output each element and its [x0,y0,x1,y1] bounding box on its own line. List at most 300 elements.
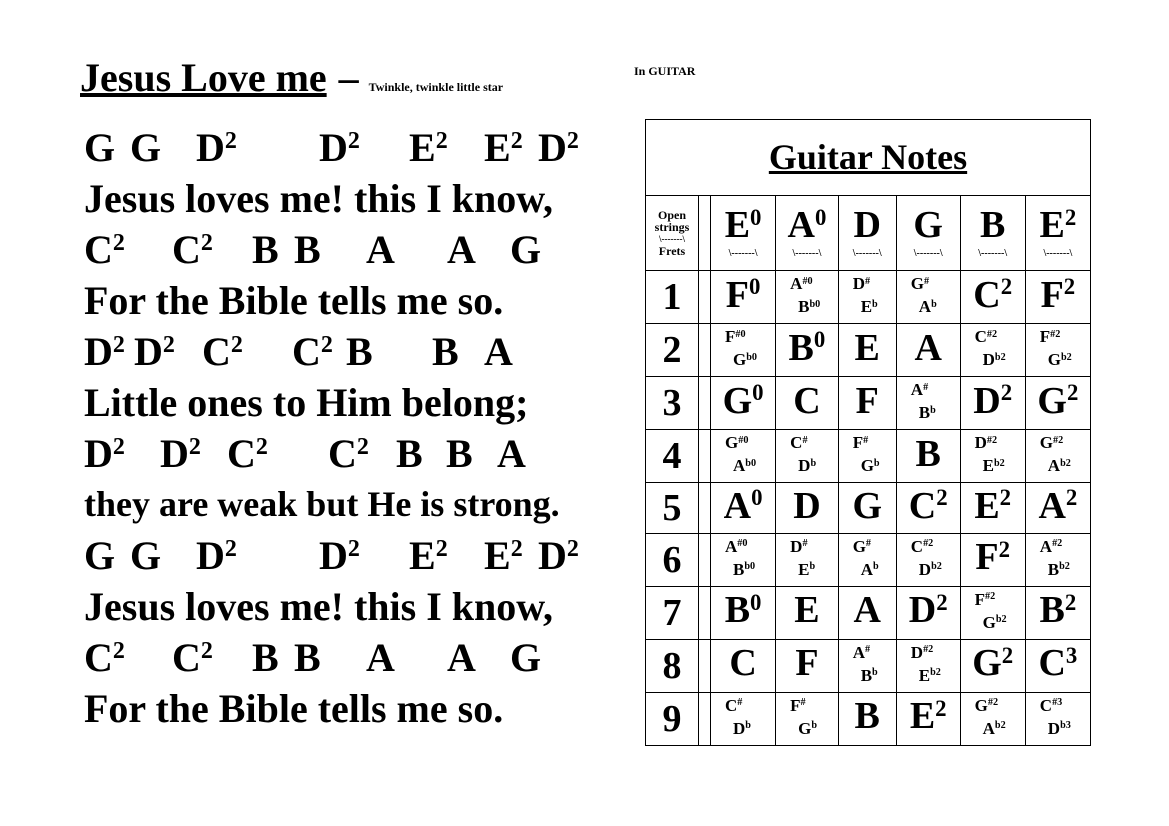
note-accidental: b [811,720,818,732]
chord [432,326,459,384]
note-cell [896,377,960,430]
note-letter: E [982,456,994,476]
note-letter: E [860,297,873,317]
note-letter: D [853,204,881,247]
note [914,327,941,369]
lyric-line: Little ones to Him belong; [84,380,529,425]
note [897,297,960,320]
chord [447,632,476,690]
note-accidental: b2 [994,720,1006,732]
note-cell [960,377,1025,430]
note-accidental: # [800,697,806,709]
note-accidental: b [745,720,751,732]
note-letter: F [795,642,819,685]
spacer-cell [699,586,711,639]
note-accidental: 0 [751,484,763,510]
enharmonic-pair [776,537,838,583]
note-accidental: 2 [1064,204,1077,230]
note-letter: E [794,589,820,632]
note [711,560,775,583]
note-letter: D [538,125,567,170]
note-accidental: 2 [1064,589,1077,615]
note-letter: G [733,350,747,370]
note-accidental: #2 [923,538,934,550]
note-cell [1025,692,1090,745]
note-cell [960,533,1025,586]
note-accidental: 2 [1065,484,1078,510]
note-letter: G [130,125,162,170]
note-accidental: 2 [566,535,579,562]
note-letter: A [914,326,942,369]
note-cell [711,377,776,430]
note-letter: A [910,380,924,400]
note-letter: E [909,695,936,738]
open-string-cell [776,195,839,271]
note-accidental: #0 [802,275,813,287]
note-letter: G [84,125,116,170]
fret-row [646,377,1091,430]
note-letter: E [724,204,751,247]
note-letter: A [790,274,803,294]
note-letter: B [733,559,745,579]
note-letter: B [346,329,373,374]
instrument-label: In GUITAR [634,64,696,78]
note-letter: G [982,612,996,632]
note-cell [960,271,1025,324]
note [897,643,960,666]
note-cell [1025,324,1090,377]
open-string-cell [1025,195,1090,271]
dashes: \-------\ [913,248,943,260]
note-accidental: 2 [999,484,1012,510]
note-letter: C [793,379,821,422]
note-accidental: #2 [986,434,998,446]
open-strings-row [646,195,1091,271]
chord [84,428,125,486]
note [897,403,960,426]
chord-line [84,122,624,173]
note-accidental: # [863,434,869,446]
note-accidental: 2 [200,229,213,256]
chord [292,326,333,384]
note-letter: B [432,329,459,374]
enharmonic-pair [1026,327,1090,373]
note-accidental: 2 [935,695,947,721]
note-letter: D [319,125,348,170]
note-accidental: b2 [1061,351,1072,363]
note [789,327,826,369]
enharmonic-pair [961,590,1025,636]
chord [172,632,213,690]
song-title: Jesus Love me [80,55,327,100]
note-cell [776,377,839,430]
note-letter: C [910,536,924,556]
note-letter: A [852,642,865,662]
spacer-cell [699,483,711,534]
note-letter: A [366,635,395,680]
note [1026,456,1090,479]
note [897,380,960,403]
enharmonic-pair [711,433,775,479]
chord [319,122,360,180]
note-letter: A [723,484,752,527]
note [961,327,1025,350]
note-letter: F [790,695,801,715]
note-cell [960,639,1025,692]
note-cell [1025,639,1090,692]
chord [396,428,423,486]
note-accidental: 2 [112,637,125,664]
note [1026,537,1090,560]
note-accidental: 2 [230,331,243,358]
note-accidental: #3 [1052,697,1063,709]
note [725,204,762,246]
note-letter: D [160,431,189,476]
chord [447,224,476,282]
lyric-line: For the Bible tells me so. [84,686,504,731]
note-letter: A [497,431,526,476]
note-accidental: #0 [737,538,748,550]
note-letter: B [252,227,279,272]
note [855,327,880,369]
note-cell [896,639,960,692]
lyric-line: they are weak but He is strong. [84,484,560,524]
note [711,719,775,742]
note-accidental: 2 [200,637,213,664]
note-accidental: # [802,434,808,446]
note-letter: D [84,329,113,374]
note-letter: A [447,635,476,680]
note-cell [1025,377,1090,430]
chord [497,428,526,486]
chord [346,326,373,384]
note-letter: A [733,456,746,476]
note-letter: F [725,327,736,347]
note-accidental: 2 [224,127,237,154]
chord [366,632,395,690]
note-accidental: 0 [752,380,764,406]
note [897,274,960,297]
chord [84,530,115,588]
enharmonic-pair [897,274,960,320]
note-accidental: # [802,538,808,550]
note-letter: B [294,635,321,680]
note-cell [838,692,896,745]
note-cell [896,483,960,534]
note-accidental: 2 [347,127,360,154]
note [711,433,775,456]
note-cell [1025,271,1090,324]
note-letter: G [1047,350,1062,370]
note [961,590,1025,613]
note-letter: B [798,297,810,317]
note-letter: C [227,431,256,476]
note-letter: C [1038,642,1066,685]
guitar-notes-table [645,119,1091,746]
note-accidental: 2 [1001,642,1014,668]
note-letter: G [860,456,874,476]
open-string-cell [838,195,896,271]
chord-line [84,530,624,581]
note-accidental: 2 [510,127,523,154]
note-letter: C [328,431,357,476]
note-cell [776,692,839,745]
note [776,433,838,456]
note-cell [838,271,896,324]
note [856,380,879,422]
note-letter: D [793,484,821,527]
note-letter: B [915,432,941,475]
chord [227,428,268,486]
fret-number: 5 [646,483,699,534]
note [854,589,881,631]
note-letter: A [1039,536,1053,556]
note [1037,380,1078,422]
note-accidental: 0 [814,204,827,230]
note-letter: C [84,635,113,680]
chord [130,530,161,588]
note-accidental: # [864,275,871,287]
note-accidental: 2 [435,535,448,562]
note [725,589,762,631]
chord [366,224,395,282]
note-accidental: 2 [936,589,948,615]
song-subtitle: Twinkle, twinkle little star [368,80,504,94]
note-cell [711,639,776,692]
note-letter: C [729,642,757,685]
open-string-cell [960,195,1025,271]
note-cell [838,533,896,586]
note [1026,719,1090,742]
note-letter: C [725,695,738,715]
note [909,589,948,631]
note-accidental: 2 [112,229,125,256]
chord [446,428,473,486]
note-accidental: # [864,644,871,656]
note-letter: E [974,484,1000,527]
note [961,350,1025,373]
chord [409,122,448,180]
note-accidental: 2 [320,331,333,358]
note-accidental: #2 [987,697,999,709]
note-cell [776,533,839,586]
fret-number: 8 [646,639,699,692]
dashes: \-------\ [1043,248,1073,260]
note-accidental: b [930,404,936,416]
note-letter: B [446,431,473,476]
chord [134,326,175,384]
note [776,456,838,479]
note-letter: B [854,695,880,738]
spacer-cell [699,377,711,430]
enharmonic-pair [776,696,838,742]
fret-row [646,271,1091,324]
chord [510,632,541,690]
note [852,485,882,527]
note-letter: E [484,533,511,578]
spacer-cell [699,533,711,586]
note-cell [776,271,839,324]
enharmonic-pair [776,433,838,479]
note-accidental: # [737,697,743,709]
note-accidental: b2 [930,667,941,679]
chord [196,530,237,588]
note [897,560,960,583]
enharmonic-pair [897,380,960,426]
chord [294,632,321,690]
note-cell [896,271,960,324]
note-letter: F [1040,273,1064,316]
note-accidental: 2 [435,127,448,154]
note-cell [838,483,896,534]
note [855,695,880,737]
note-cell [776,483,839,534]
note-accidental: 2 [998,536,1011,562]
chord [328,428,369,486]
note-letter: C [202,329,231,374]
note [724,485,763,527]
note-letter: A [1038,484,1066,527]
note-accidental: #0 [738,434,749,446]
lyric-line: For the Bible tells me so. [84,278,504,323]
note-cell [960,483,1025,534]
note-letter: F [1039,327,1051,347]
note-letter: G [84,533,116,578]
note-letter: D [974,433,987,453]
note-letter: G [798,718,812,738]
note-letter: A [725,536,738,556]
spacer-cell [699,195,711,271]
note-accidental: b [931,298,937,310]
note-letter: E [1039,204,1065,247]
note-letter: B [980,204,1006,247]
note-letter: B [396,431,423,476]
note-letter: G [1037,379,1067,422]
note-accidental: b2 [995,614,1007,626]
note-letter: D [134,329,163,374]
note [1040,589,1077,631]
spacer-cell [699,430,711,483]
note-letter: D [1047,718,1061,738]
enharmonic-pair [839,274,896,320]
enharmonic-pair [1026,696,1090,742]
note [1038,642,1077,684]
enharmonic-pair [897,643,960,689]
note [794,589,819,631]
note [776,537,838,560]
enharmonic-pair [1026,537,1090,583]
note-accidental: #2 [1053,434,1064,446]
note-accidental: 0 [748,274,761,300]
note-letter: B [918,403,931,423]
note-letter: E [798,559,810,579]
note-letter: G [722,379,753,422]
dashes: \-------\ [978,248,1008,260]
chord [510,224,541,282]
note-accidental: #2 [985,591,996,603]
note-letter: B [724,589,751,632]
fret-number: 9 [646,692,699,745]
note [910,695,947,737]
note [909,485,948,527]
note-cell [896,586,960,639]
note-letter: A [853,589,881,632]
fret-number: 7 [646,586,699,639]
note-cell [711,692,776,745]
note [961,433,1025,456]
note-cell [776,430,839,483]
note-letter: E [409,125,436,170]
enharmonic-pair [1026,433,1090,479]
chord-line [84,326,624,377]
note-accidental: 2 [1000,274,1013,300]
note-accidental: b0 [745,457,757,469]
note-accidental: # [924,275,930,287]
note-letter: A [484,329,513,374]
note [913,204,943,246]
note-letter: C [84,227,113,272]
note-cell [896,533,960,586]
note-cell [838,586,896,639]
chord [484,122,523,180]
note-letter: B [294,227,321,272]
note-accidental: 0 [813,327,826,353]
note [975,536,1010,578]
note-accidental: b0 [809,298,821,310]
chord [84,224,125,282]
enharmonic-pair [961,696,1025,742]
note-cell [1025,483,1090,534]
fret-row [646,692,1091,745]
chord [538,530,579,588]
fret-number: 4 [646,430,699,483]
dashes: \-------\ [728,248,758,260]
note-accidental: 2 [224,535,237,562]
note-letter: A [918,297,932,317]
note [839,433,896,456]
fret-number: 3 [646,377,699,430]
note [1041,274,1076,316]
note [839,297,896,320]
note-cell [1025,533,1090,586]
note [1026,327,1090,350]
note [854,204,881,246]
note [776,297,838,320]
dashes: \-------\ [852,248,882,260]
note [972,642,1013,684]
note-letter: E [854,326,880,369]
note-cell [838,377,896,430]
note-accidental: 2 [936,484,948,510]
note-letter: D [84,431,113,476]
note-accidental: 2 [356,433,369,460]
note-letter: A [982,718,995,738]
note [961,696,1025,719]
note-accidental: b2 [993,457,1005,469]
note-letter: F [975,536,999,579]
note [1026,560,1090,583]
note [795,642,818,684]
note-cell [838,430,896,483]
note-cell [838,324,896,377]
note [839,274,896,297]
note-accidental: 0 [750,589,762,615]
note-accidental: 2 [1066,380,1079,406]
fret-row [646,483,1091,534]
note [839,643,896,666]
note [793,380,820,422]
note-letter: A [366,227,395,272]
